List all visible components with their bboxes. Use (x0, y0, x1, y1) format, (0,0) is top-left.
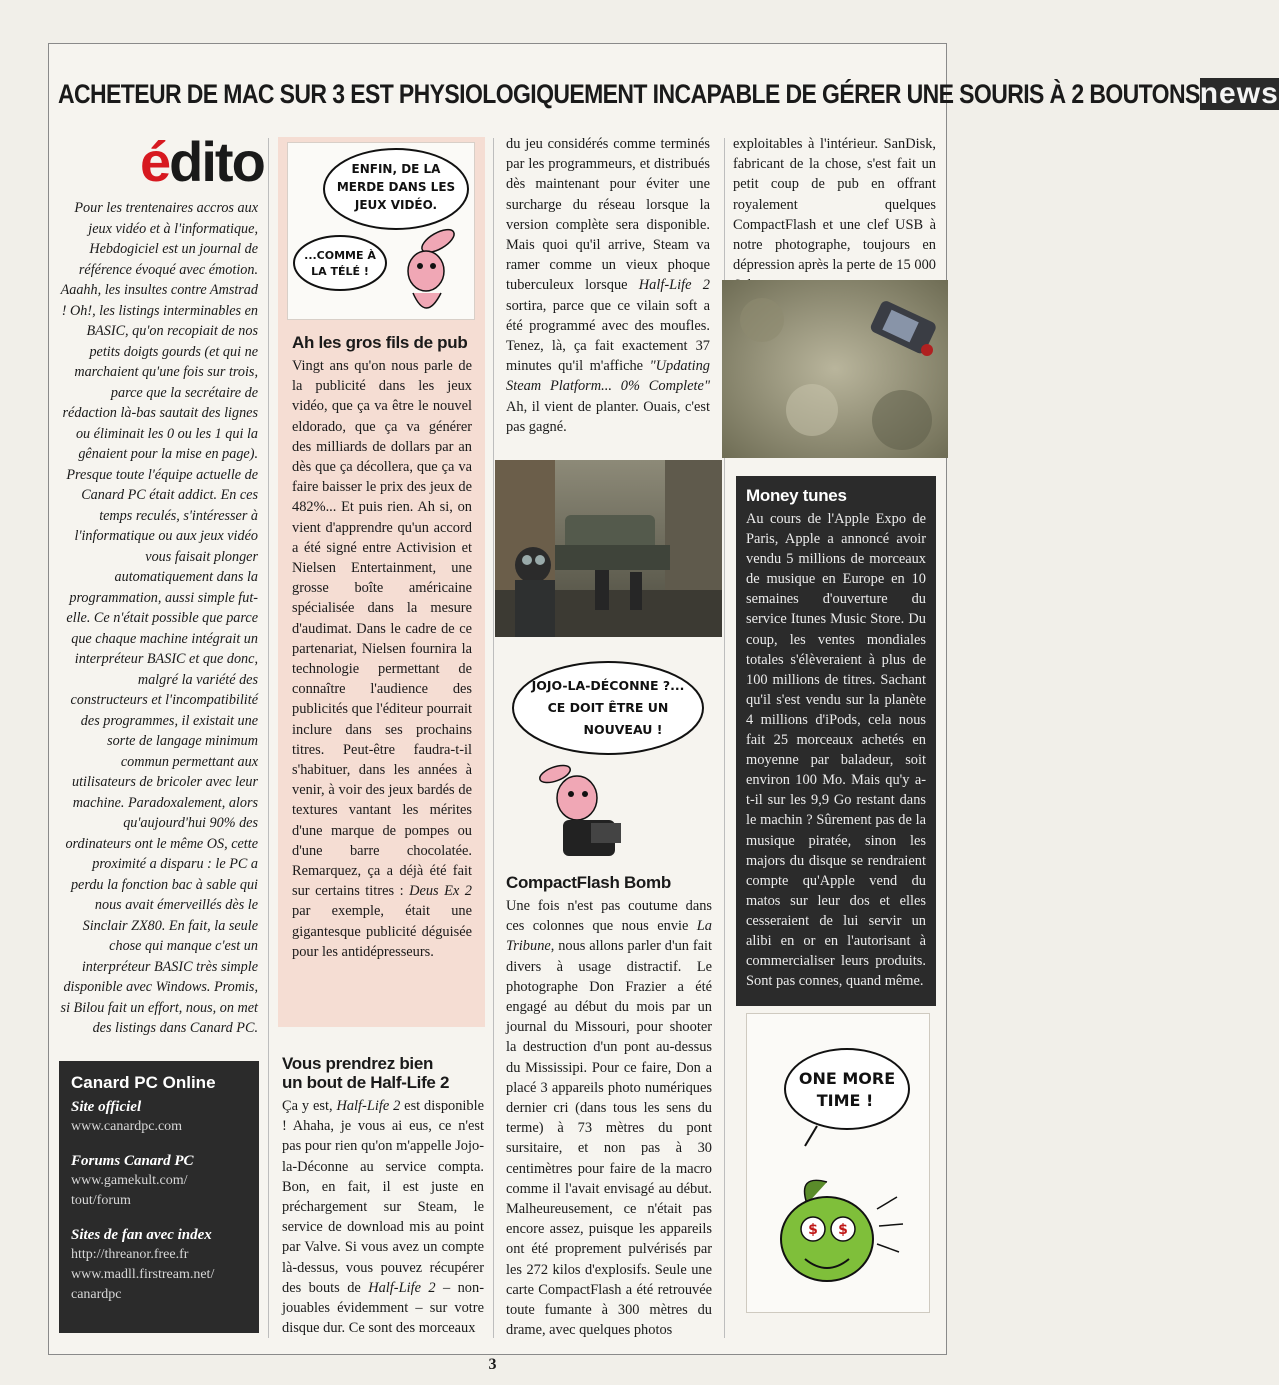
canard-pc-online-box (59, 1061, 259, 1333)
fan-sites-label: Sites de fan avec index (71, 1227, 212, 1243)
column-rule (268, 138, 269, 1338)
compactflash-text: Une fois n'est pas coutume dans ces colonnes que nous envie (506, 898, 712, 935)
money-tunes-title: Money tunes (746, 486, 847, 505)
banner-headline: ACHETEUR DE MAC SUR 3 EST PHYSIOLOGIQUEMENT INCAPABLE DE GÉRER UNE SOURIS À 2 BOUTONS (58, 78, 1200, 109)
halflife-article-title (282, 1054, 484, 1092)
compactflash-article (506, 873, 712, 1340)
news-section-tag: news (1199, 77, 1279, 110)
rabbit-cartoon-illustration (288, 143, 474, 319)
edito-body: Pour les trentenaires accros aux jeux vidéo et à l'informatique, Hebdogiciel est un journal de référence évoqué avec émotion. Aaahh, les insultes contre Amstrad ! Oh!, les listings interminables en BASIC, qu'on recopiait de nos petits doigts gourds (et qui ne marchaient qu'une fois sur trois, parce que la secrétaire de rédaction là-bas sautait des lignes ou éliminait les 0 ou les 1 qui la gênaient pour la mise en page). Presque toute l'équipe actuelle de Canard PC était addict. En ces temps reculés, s'intéresser à l'informatique ou aux jeux vidéo vous faisait plonger automatiquement dans la programmation, aussi simple fut-elle. Ce n'était possible que parce que chaque machine intégrait un interpréteur BASIC et que donc, malgré la variété des constructeurs et l'incompatibilité des programmes, il existait une sorte de langage minimum commun permettant aux utilisateurs de bricoler avec leur machine. Paradoxalement, alors qu'aujourd'hui 90% des ordinateurs ont le même OS, cette proximité a disparu : le PC a perdu la fonction bac à sable qui nous avait émerveillés dès le Sinclair ZX80. En fait, la seule chose qui manque c'est un interpréteur BASIC très simple disponible avec Windows. Promis, si Bilou fait un effort, nous, on met des listings dans Canard PC. (60, 200, 258, 1036)
forums-link-part[interactable]: www.gamekult.com/ (71, 1173, 188, 1188)
halflife-game-title: Half-Life 2 (336, 1098, 401, 1114)
edito-title-accent: é (140, 130, 170, 193)
compactflash-article-continued (733, 134, 936, 296)
halflife-text: est disponible ! Ahaha, je vous ai eus, ce n'est pas pour rien qu'on m'appelle Jojo-la-Déconne au service compta. Bon, en fait, il est juste en préchargement sur Steam, le service de download mis au point par Valve. Si vous avez un compte là-dessus, vous pouvez récupérer des bouts de (282, 1098, 485, 1296)
cartoon-1-line-2: MERDE DANS LES (336, 180, 456, 194)
compactflash-continued-body: exploitables à l'intérieur. SanDisk, fabricant de la chose, s'est fait un petit coup de pub en offrant royalement quelques CompactFlash et une clef USB à notre photographe, toujours en dépression après la perte de 15 000 (733, 136, 936, 274)
cartoon-apple-one-more-time (746, 1013, 930, 1313)
svg-text:$: $ (808, 1222, 818, 1238)
cartoon-2-line-2: CE DOIT ÊTRE UN (547, 700, 669, 715)
pub-article-title: Ah les gros fils de pub (292, 333, 468, 352)
halflife-article (282, 1054, 484, 1338)
edito-title-rest: dito (169, 130, 264, 193)
site-officiel-link[interactable]: www.canardpc.com (71, 1119, 183, 1134)
halflife-text: – non-jouables évidemment – sur votre disque dur. Ce sont des morceaux (282, 1279, 484, 1337)
pub-article-body (292, 356, 472, 962)
jojo-cartoon-illustration (505, 648, 711, 870)
destroyed-camera-image (722, 280, 948, 458)
pub-article-text: Vingt ans qu'on nous parle de la publicité dans les jeux vidéo, que ça va être le nouvel eldorado, que ça va générer des milliards de dollars par an dès que ça décollera, que ça va faire baisser le prix des jeux de 482%... Et puis rien. Ah si, on vient d'apprendre qu'un accord a été signé entre Activision et Nielsen Entertainment, une grosse boîte américaine spécialisée dans la mesure d'audimat. Dans le cadre de ce partenariat, Nielsen fournira la technologie permettant de connaître l'audience des publicités que l'éditeur pourrait inclure dans ses prochains titres. Peut-être faudra-t-il s'habituer, dans les années à venir, à voir des jeux bardés de textures vantant les mérites d'une marque de pompes ou d'une barre chocolatée. Remarquez, ça a déjà été fait sur certains titres : (292, 358, 472, 900)
halflife-screenshot (495, 460, 722, 637)
cartoon-1-line-1: ENFIN, DE LA (351, 162, 441, 176)
destroyed-camera-photo (722, 280, 948, 458)
apple-cartoon-illustration (747, 1014, 929, 1312)
fan-site-link[interactable] (71, 1265, 247, 1305)
cartoon-1-line-3: JEUX VIDÉO. (354, 198, 438, 212)
halflife-continued-body (506, 134, 710, 437)
forums-label: Forums Canard PC (71, 1153, 194, 1169)
cartoon-3-line-2: TIME ! (816, 1091, 874, 1110)
cartoon-1-line-5: LA TÉLÉ ! (311, 265, 369, 278)
edito-title (140, 130, 264, 193)
compactflash-newspaper-title: La Tribune (506, 918, 712, 955)
cartoon-2-line-3: NOUVEAU ! (583, 722, 663, 737)
forums-link[interactable] (71, 1171, 247, 1211)
page-banner (58, 74, 1279, 114)
fan-site-link-part[interactable]: canardpc (71, 1287, 122, 1302)
compactflash-article-title: CompactFlash Bomb (506, 873, 671, 892)
halflife-article-continued (506, 134, 710, 437)
halflife-game-title: Half-Life 2 (368, 1279, 436, 1296)
halflife-cont-text: du jeu considérés comme terminés par les programmeurs, et distribués dès maintenant pour éviter une surcharge du réseau lorsque la version complète sera disponible. Mais quoi qu'il arrive, Steam va ramer comme un vieux phoque tuberculeux lorsque (506, 136, 710, 294)
fan-site-link-part[interactable]: www.madll.firstream.net/ (71, 1267, 215, 1282)
cartoon-3-line-1: ONE MORE (798, 1069, 896, 1088)
halflife-article-body (282, 1096, 484, 1338)
halflife-cont-text: Ah, il vient de planter. Ouais, c'est pas gagné. (506, 398, 710, 435)
halflife-cont-quote: "Updating Steam Platform... 0% Complete" (506, 358, 710, 395)
pub-article-text-end: par exemple, était une gigantesque publicité déguisée pour les antidépresseurs. (292, 903, 472, 960)
money-tunes-body: Au cours de l'Apple Expo de Paris, Apple a annoncé avoir vendu 5 millions de morceaux de musique en Europe en 10 semaines d'ouverture du service Itunes Music Store. Du coup, les ventes mondiales totales s'élèveraient à plus de 100 millions de titres. Sachant qu'il s'est vendu sur la planète 4 millions d'iPods, cela nous fait 25 morceaux achetés en moyenne par baladeur, soit environ 100 Mo. Mais qu'y a-t-il sur les 9,9 Go restant dans le machin ? Sûrement pas de la musique piratée, sinon les majors du disque se rendraient compte qu'Apple vend du matos sur leur dos et elles cesseraient de lui servir un alibi en or en l'autorisant à commercialiser leurs produits. Sont pas connes, quand même. (746, 511, 926, 990)
pub-article (292, 333, 472, 962)
online-box-title: Canard PC Online (71, 1073, 216, 1092)
svg-text:$: $ (838, 1222, 848, 1238)
cartoon-1-line-4: ...COMME À (304, 249, 376, 262)
halflife-text: Ça y est, (282, 1098, 337, 1114)
site-officiel-label: Site officiel (71, 1099, 142, 1115)
halflife-title-line-1: Vous prendrez bien (282, 1054, 434, 1073)
column-rule (493, 138, 494, 1338)
fan-site-link[interactable]: http://threanor.free.fr (71, 1247, 189, 1262)
cartoon-2-line-1: JOJO-LA-DÉCONNE ?... (531, 678, 685, 693)
halflife-cont-game-title: Half-Life 2 (638, 277, 710, 294)
compactflash-text: , nous allons parler d'un fait divers à usage distractif. Le photographe Don Frazier a été engagé au début du mois par un journal du Missouri, pour shooter la destruction d'un pont au-dessus du Mississipi. Pour ce faire, Don a placé 3 appareils photo numériques dernier cri (dans tous les sens du terme) à 73 mètres du pont sursitaire, et non pas à 30 centimètres pour faire de la macro comme il l'avait envisagé au début. Malheureusement, ce n'était pas encore assez, puisque les appareils ont été proprement pulvérisés par les 272 kilos d'explosifs. Seule une carte CompactFlash a été retrouvée toute fumante à 300 mètres du drame, avec quelques photos (506, 938, 712, 1339)
cartoon-rabbit-tv (287, 142, 475, 320)
pub-article-game-title: Deus Ex 2 (409, 883, 472, 900)
compactflash-article-body (506, 896, 712, 1340)
page-number: 3 (488, 1356, 497, 1373)
halflife-cont-text: sortira, parce que ce vilain soft a été programmé avec des moufles. Tenez, là, ça fait exactement 37 minutes qu'il m'affiche (506, 297, 710, 375)
money-tunes-box (736, 476, 936, 1006)
halflife-title-line-2: un bout de Half-Life 2 (282, 1073, 450, 1092)
cartoon-rabbit-jojo (505, 648, 711, 870)
forums-link-part[interactable]: tout/forum (71, 1193, 131, 1208)
halflife-screenshot-image (495, 460, 722, 637)
